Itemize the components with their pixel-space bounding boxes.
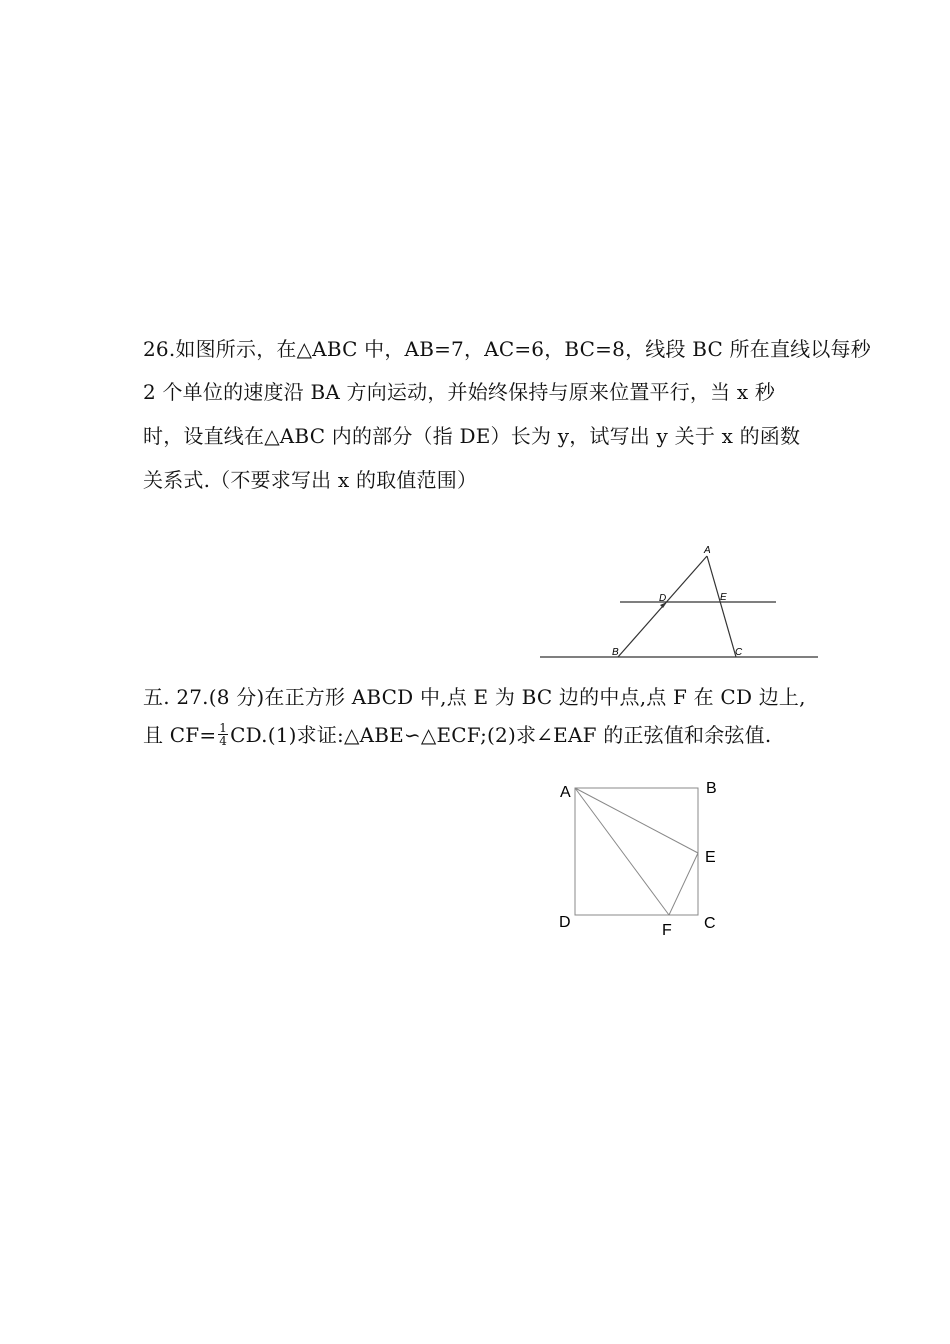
label-c: C: [704, 915, 716, 932]
label-e: E: [720, 592, 727, 603]
label-d: D: [659, 593, 667, 604]
label-f: F: [662, 922, 672, 939]
square-abcd: [575, 788, 698, 915]
label-d: D: [559, 914, 571, 931]
fraction-denominator: 4: [219, 734, 228, 748]
problem-27-line-2: [143, 719, 771, 749]
label-b: B: [706, 780, 717, 797]
segment-ef: [669, 853, 698, 915]
fraction-one-quarter: [218, 722, 228, 747]
problem-26-line-3: 时，设直线在△ABC 内的部分（指 DE）长为 y，试写出 y 关于 x 的函数: [143, 424, 801, 448]
fraction-numerator: 1: [219, 721, 228, 735]
side-ac: [707, 556, 736, 657]
label-a: A: [704, 545, 711, 556]
label-a: A: [560, 784, 571, 801]
line-2-suffix: CD.(1)求证:△ABE∽△ECF;(2)求∠EAF 的正弦值和余弦值.: [230, 723, 772, 747]
problem-26-line-2: 2 个单位的速度沿 BA 方向运动，并始终保持与原来位置平行，当 x 秒: [143, 380, 776, 404]
problem-26-line-1: 26.如图所示，在△ABC 中，AB=7，AC=6，BC=8，线段 BC 所在直线以每秒: [143, 337, 871, 361]
label-e: E: [705, 849, 716, 866]
label-c: C: [735, 647, 743, 658]
triangle-figure: [530, 540, 830, 665]
segment-af: [575, 788, 669, 915]
segment-ae: [575, 788, 698, 853]
label-b: B: [612, 647, 619, 658]
line-2-prefix: 且 CF=: [143, 723, 217, 747]
problem-27-line-1: 五. 27.(8 分)在正方形 ABCD 中,点 E 为 BC 边的中点,点 F 在 CD 边上,: [143, 685, 806, 709]
square-figure: [550, 775, 730, 940]
problem-26-line-4: 关系式.（不要求写出 x 的取值范围）: [143, 468, 478, 492]
